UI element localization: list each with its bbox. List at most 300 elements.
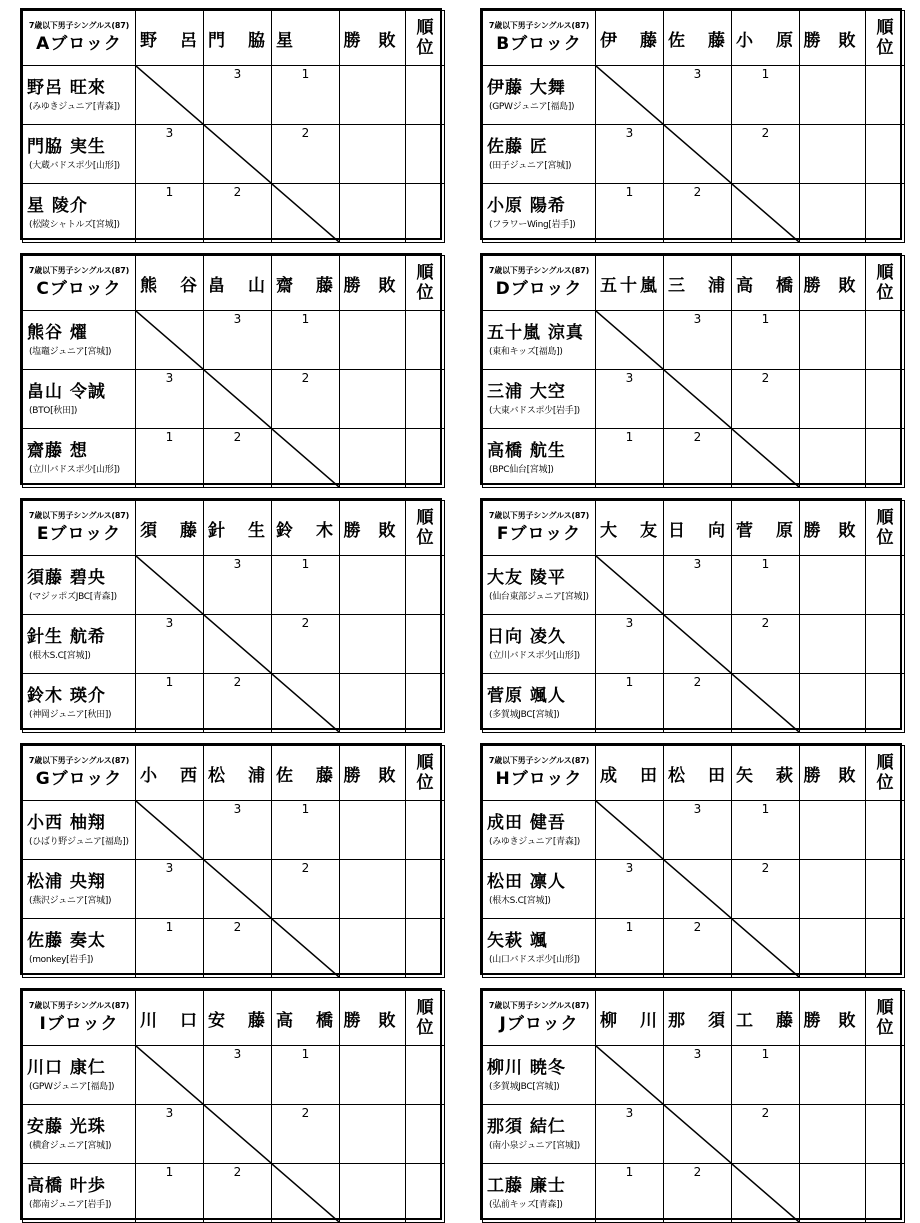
match-cell (136, 125, 204, 184)
match-number: 3 (165, 1106, 174, 1120)
block-table (20, 498, 442, 730)
match-number: 1 (165, 920, 174, 934)
player-row (483, 370, 905, 429)
match-number: 3 (165, 126, 174, 140)
opponent-header: 松 浦 (204, 746, 272, 801)
win-loss-cell (800, 370, 866, 429)
player-name: 三浦 大空 (487, 382, 566, 402)
player-row (23, 66, 445, 125)
rank-cell (406, 1164, 445, 1223)
rank-cell (406, 674, 445, 733)
player-row (23, 1105, 445, 1164)
block-header (23, 256, 136, 311)
win-loss-cell (340, 370, 406, 429)
match-number: 3 (625, 1106, 634, 1120)
category-label: 7歳以下男子シングルス(87) (28, 511, 130, 520)
diagonal-line (596, 1046, 663, 1104)
match-number: 3 (693, 802, 702, 816)
match-cell (732, 860, 800, 919)
match-cell (204, 311, 272, 370)
player-cell (483, 184, 596, 243)
match-cell (272, 615, 340, 674)
match-cell (664, 184, 732, 243)
match-cell (204, 66, 272, 125)
player-team: (多賀城JBC[宮城]) (489, 1082, 560, 1092)
diagonal-line (272, 1164, 339, 1222)
opponent-header: 那 須 (664, 991, 732, 1046)
match-number: 1 (165, 675, 174, 689)
match-number: 1 (165, 185, 174, 199)
match-cell (732, 311, 800, 370)
diagonal-line (204, 125, 271, 183)
win-loss-cell (340, 919, 406, 978)
player-name: 齋藤 想 (27, 441, 88, 461)
player-name: 高橋 叶歩 (27, 1176, 106, 1196)
match-number: 1 (301, 312, 310, 326)
player-team: (根木S.C[宮城]) (489, 896, 551, 906)
diagonal-line (664, 370, 731, 428)
player-cell (483, 860, 596, 919)
self-match-cell (136, 556, 204, 615)
player-row (23, 125, 445, 184)
win-loss-header: 勝 敗 (800, 256, 866, 311)
match-cell (596, 860, 664, 919)
match-cell (204, 429, 272, 488)
self-match-cell (272, 429, 340, 488)
match-cell (732, 556, 800, 615)
player-cell (23, 919, 136, 978)
match-number: 3 (165, 861, 174, 875)
diagonal-line (204, 615, 271, 673)
rank-header: 順 位 (406, 256, 445, 311)
match-cell (136, 919, 204, 978)
player-name: 星 陵介 (27, 196, 88, 216)
block-table (20, 988, 442, 1220)
player-team: (山口バドスポ少[山形]) (489, 955, 580, 965)
player-name: 日向 凌久 (487, 627, 566, 647)
self-match-cell (204, 1105, 272, 1164)
rank-header: 順 位 (866, 991, 905, 1046)
block-header (483, 746, 596, 801)
player-team: (塩竈ジュニア[宮城]) (29, 347, 112, 357)
player-team: (立川バドスポ少[山形]) (489, 651, 580, 661)
block-name: Fブロック (496, 524, 582, 544)
match-number: 1 (301, 67, 310, 81)
player-row (23, 919, 445, 978)
match-cell (204, 919, 272, 978)
block-name: Bブロック (496, 34, 582, 54)
self-match-cell (664, 1105, 732, 1164)
win-loss-cell (340, 860, 406, 919)
match-cell (732, 615, 800, 674)
match-cell (664, 311, 732, 370)
player-name: 菅原 颯人 (487, 686, 566, 706)
player-row (23, 311, 445, 370)
match-cell (272, 556, 340, 615)
match-cell (136, 1164, 204, 1223)
category-label: 7歳以下男子シングルス(87) (488, 511, 590, 520)
rank-cell (866, 370, 905, 429)
player-team: (マジッポズJBC[青森]) (29, 592, 117, 602)
match-cell (596, 674, 664, 733)
match-number: 1 (625, 185, 634, 199)
rank-cell (406, 66, 445, 125)
match-cell (664, 556, 732, 615)
self-match-cell (204, 615, 272, 674)
win-loss-header: 勝 敗 (340, 256, 406, 311)
self-match-cell (596, 1046, 664, 1105)
player-cell (23, 1046, 136, 1105)
match-number: 3 (233, 67, 242, 81)
player-cell (23, 66, 136, 125)
opponent-header: 小 西 (136, 746, 204, 801)
category-label: 7歳以下男子シングルス(87) (28, 1001, 130, 1010)
match-cell (664, 801, 732, 860)
category-label: 7歳以下男子シングルス(87) (28, 21, 130, 30)
player-row (483, 556, 905, 615)
match-number: 3 (233, 802, 242, 816)
player-cell (483, 429, 596, 488)
rank-cell (866, 429, 905, 488)
opponent-header: 佐 藤 (272, 746, 340, 801)
opponent-header: 日 向 (664, 501, 732, 556)
match-cell (272, 1046, 340, 1105)
win-loss-cell (800, 429, 866, 488)
win-loss-cell (340, 429, 406, 488)
match-number: 3 (233, 1047, 242, 1061)
rank-header: 順 位 (406, 991, 445, 1046)
win-loss-cell (340, 1105, 406, 1164)
player-team: (東和キッズ[福島]) (489, 347, 563, 357)
rank-header: 順 位 (866, 256, 905, 311)
player-name: 安藤 光珠 (27, 1117, 106, 1137)
win-loss-header: 勝 敗 (800, 501, 866, 556)
win-loss-cell (340, 125, 406, 184)
match-number: 2 (761, 861, 770, 875)
category-label: 7歳以下男子シングルス(87) (28, 756, 130, 765)
player-name: 佐藤 匠 (487, 137, 548, 157)
match-number: 1 (761, 312, 770, 326)
match-cell (204, 1046, 272, 1105)
match-cell (272, 125, 340, 184)
win-loss-header: 勝 敗 (800, 746, 866, 801)
match-number: 2 (693, 185, 702, 199)
player-name: 柳川 暁冬 (487, 1058, 566, 1078)
match-number: 1 (165, 1165, 174, 1179)
opponent-header: 小 原 (732, 11, 800, 66)
rank-cell (866, 801, 905, 860)
player-name: 工藤 廉士 (487, 1176, 566, 1196)
diagonal-line (136, 556, 203, 614)
player-row (23, 370, 445, 429)
player-name: 大友 陵平 (487, 568, 566, 588)
player-name: 針生 航希 (27, 627, 106, 647)
player-team: (フラワーWing[岩手]) (489, 220, 576, 230)
player-cell (23, 1105, 136, 1164)
player-team: (大東バドスポ少[岩手]) (489, 406, 580, 416)
block-table (480, 8, 902, 240)
win-loss-cell (800, 801, 866, 860)
match-cell (596, 184, 664, 243)
self-match-cell (732, 919, 800, 978)
player-cell (483, 919, 596, 978)
win-loss-cell (800, 125, 866, 184)
player-cell (23, 1164, 136, 1223)
match-cell (136, 615, 204, 674)
match-cell (204, 556, 272, 615)
block-name: Iブロック (39, 1014, 119, 1034)
match-cell (136, 184, 204, 243)
diagonal-line (136, 1046, 203, 1104)
match-cell (732, 801, 800, 860)
opponent-header: 星 (272, 11, 340, 66)
player-cell (483, 1105, 596, 1164)
match-cell (136, 429, 204, 488)
self-match-cell (136, 66, 204, 125)
rank-cell (406, 184, 445, 243)
opponent-header: 野 呂 (136, 11, 204, 66)
match-cell (596, 370, 664, 429)
self-match-cell (136, 801, 204, 860)
player-name: 須藤 碧央 (27, 568, 106, 588)
player-name: 野呂 旺來 (27, 78, 106, 98)
win-loss-cell (800, 1105, 866, 1164)
player-team: (松陵シャトルズ[宮城]) (29, 220, 120, 230)
opponent-header: 大 友 (596, 501, 664, 556)
match-cell (596, 919, 664, 978)
rank-header: 順 位 (406, 746, 445, 801)
match-cell (204, 801, 272, 860)
rank-cell (866, 184, 905, 243)
category-label: 7歳以下男子シングルス(87) (488, 21, 590, 30)
diagonal-line (664, 1105, 731, 1163)
opponent-header: 菅 原 (732, 501, 800, 556)
diagonal-line (272, 429, 339, 487)
category-label: 7歳以下男子シングルス(87) (488, 1001, 590, 1010)
player-name: 熊谷 燿 (27, 323, 88, 343)
self-match-cell (204, 370, 272, 429)
opponent-header: 成 田 (596, 746, 664, 801)
rank-cell (406, 1105, 445, 1164)
player-cell (23, 125, 136, 184)
block-header (483, 256, 596, 311)
player-row (483, 184, 905, 243)
player-team: (GPWジュニア[福島]) (489, 102, 575, 112)
win-loss-cell (800, 1164, 866, 1223)
match-cell (136, 674, 204, 733)
win-loss-cell (340, 801, 406, 860)
match-cell (272, 860, 340, 919)
match-cell (272, 311, 340, 370)
player-cell (483, 674, 596, 733)
opponent-header: 佐 藤 (664, 11, 732, 66)
rank-cell (866, 125, 905, 184)
player-cell (483, 801, 596, 860)
block-table (480, 253, 902, 485)
player-team: (仙台東部ジュニア[宮城]) (489, 592, 589, 602)
rank-header: 順 位 (406, 501, 445, 556)
player-cell (23, 860, 136, 919)
match-cell (596, 615, 664, 674)
match-number: 2 (761, 371, 770, 385)
player-team: (燕沢ジュニア[宮城]) (29, 896, 112, 906)
diagonal-line (732, 429, 799, 487)
match-number: 1 (165, 430, 174, 444)
match-number: 2 (761, 1106, 770, 1120)
match-cell (204, 1164, 272, 1223)
win-loss-header: 勝 敗 (340, 11, 406, 66)
opponent-header: 松 田 (664, 746, 732, 801)
win-loss-header: 勝 敗 (340, 991, 406, 1046)
match-cell (136, 1105, 204, 1164)
block-table (20, 8, 442, 240)
match-number: 3 (165, 371, 174, 385)
rank-cell (406, 919, 445, 978)
match-number: 3 (693, 67, 702, 81)
player-row (483, 311, 905, 370)
player-name: 成田 健吾 (487, 813, 566, 833)
block-header (483, 11, 596, 66)
match-number: 2 (693, 430, 702, 444)
block-table (20, 253, 442, 485)
match-number: 3 (233, 312, 242, 326)
rank-header: 順 位 (866, 501, 905, 556)
self-match-cell (664, 125, 732, 184)
diagonal-line (204, 1105, 271, 1163)
win-loss-cell (800, 615, 866, 674)
match-cell (664, 919, 732, 978)
player-row (23, 615, 445, 674)
self-match-cell (732, 674, 800, 733)
player-cell (23, 429, 136, 488)
player-name: 松浦 央翔 (27, 872, 106, 892)
block-header (483, 501, 596, 556)
win-loss-header: 勝 敗 (340, 746, 406, 801)
match-cell (664, 66, 732, 125)
block-name: Aブロック (36, 34, 122, 54)
diagonal-line (664, 860, 731, 918)
match-number: 2 (693, 920, 702, 934)
match-cell (732, 1046, 800, 1105)
match-number: 3 (625, 861, 634, 875)
self-match-cell (596, 311, 664, 370)
opponent-header: 矢 萩 (732, 746, 800, 801)
match-number: 3 (233, 557, 242, 571)
rank-cell (866, 674, 905, 733)
player-name: 小西 柚翔 (27, 813, 106, 833)
win-loss-cell (340, 184, 406, 243)
player-row (23, 801, 445, 860)
player-row (483, 66, 905, 125)
match-number: 2 (233, 185, 242, 199)
player-row (483, 919, 905, 978)
player-name: 矢萩 颯 (487, 931, 548, 951)
rank-cell (406, 801, 445, 860)
player-cell (23, 311, 136, 370)
rank-header: 順 位 (866, 746, 905, 801)
player-team: (BPC仙台[宮城]) (489, 465, 554, 475)
win-loss-cell (800, 311, 866, 370)
block-header (483, 991, 596, 1046)
rank-cell (866, 311, 905, 370)
player-row (483, 674, 905, 733)
opponent-header: 鈴 木 (272, 501, 340, 556)
diagonal-line (596, 66, 663, 124)
block-name: Hブロック (495, 769, 583, 789)
self-match-cell (204, 125, 272, 184)
rank-cell (406, 311, 445, 370)
match-cell (732, 370, 800, 429)
match-number: 2 (233, 675, 242, 689)
match-number: 2 (301, 616, 310, 630)
self-match-cell (272, 919, 340, 978)
self-match-cell (732, 184, 800, 243)
rank-cell (406, 1046, 445, 1105)
match-number: 1 (625, 1165, 634, 1179)
player-row (23, 1164, 445, 1223)
self-match-cell (204, 860, 272, 919)
self-match-cell (664, 615, 732, 674)
match-number: 1 (625, 675, 634, 689)
player-row (23, 674, 445, 733)
rank-cell (866, 919, 905, 978)
block-table (480, 743, 902, 975)
self-match-cell (596, 556, 664, 615)
opponent-header: 門 脇 (204, 11, 272, 66)
player-name: 佐藤 奏太 (27, 931, 106, 951)
player-cell (483, 1164, 596, 1223)
diagonal-line (136, 66, 203, 124)
win-loss-cell (800, 556, 866, 615)
match-number: 1 (625, 920, 634, 934)
match-cell (732, 125, 800, 184)
self-match-cell (272, 184, 340, 243)
diagonal-line (732, 1164, 799, 1222)
player-name: 小原 陽希 (487, 196, 566, 216)
player-name: 畠山 令誠 (27, 382, 106, 402)
match-cell (204, 184, 272, 243)
match-cell (596, 1164, 664, 1223)
match-cell (664, 1046, 732, 1105)
diagonal-line (596, 311, 663, 369)
player-team: (ひばり野ジュニア[福島]) (29, 837, 129, 847)
match-cell (136, 370, 204, 429)
self-match-cell (136, 1046, 204, 1105)
block-name: Jブロック (499, 1014, 579, 1034)
block-table (480, 498, 902, 730)
win-loss-cell (340, 615, 406, 674)
player-row (483, 429, 905, 488)
diagonal-line (664, 125, 731, 183)
player-cell (483, 1046, 596, 1105)
match-number: 1 (625, 430, 634, 444)
match-number: 2 (301, 126, 310, 140)
match-number: 3 (165, 616, 174, 630)
player-name: 鈴木 瑛介 (27, 686, 106, 706)
match-cell (596, 1105, 664, 1164)
category-label: 7歳以下男子シングルス(87) (488, 756, 590, 765)
rank-cell (406, 429, 445, 488)
match-cell (596, 429, 664, 488)
win-loss-cell (340, 674, 406, 733)
player-cell (23, 674, 136, 733)
match-cell (272, 66, 340, 125)
player-row (23, 860, 445, 919)
match-cell (664, 429, 732, 488)
diagonal-line (204, 370, 271, 428)
rank-cell (866, 860, 905, 919)
opponent-header: 三 浦 (664, 256, 732, 311)
